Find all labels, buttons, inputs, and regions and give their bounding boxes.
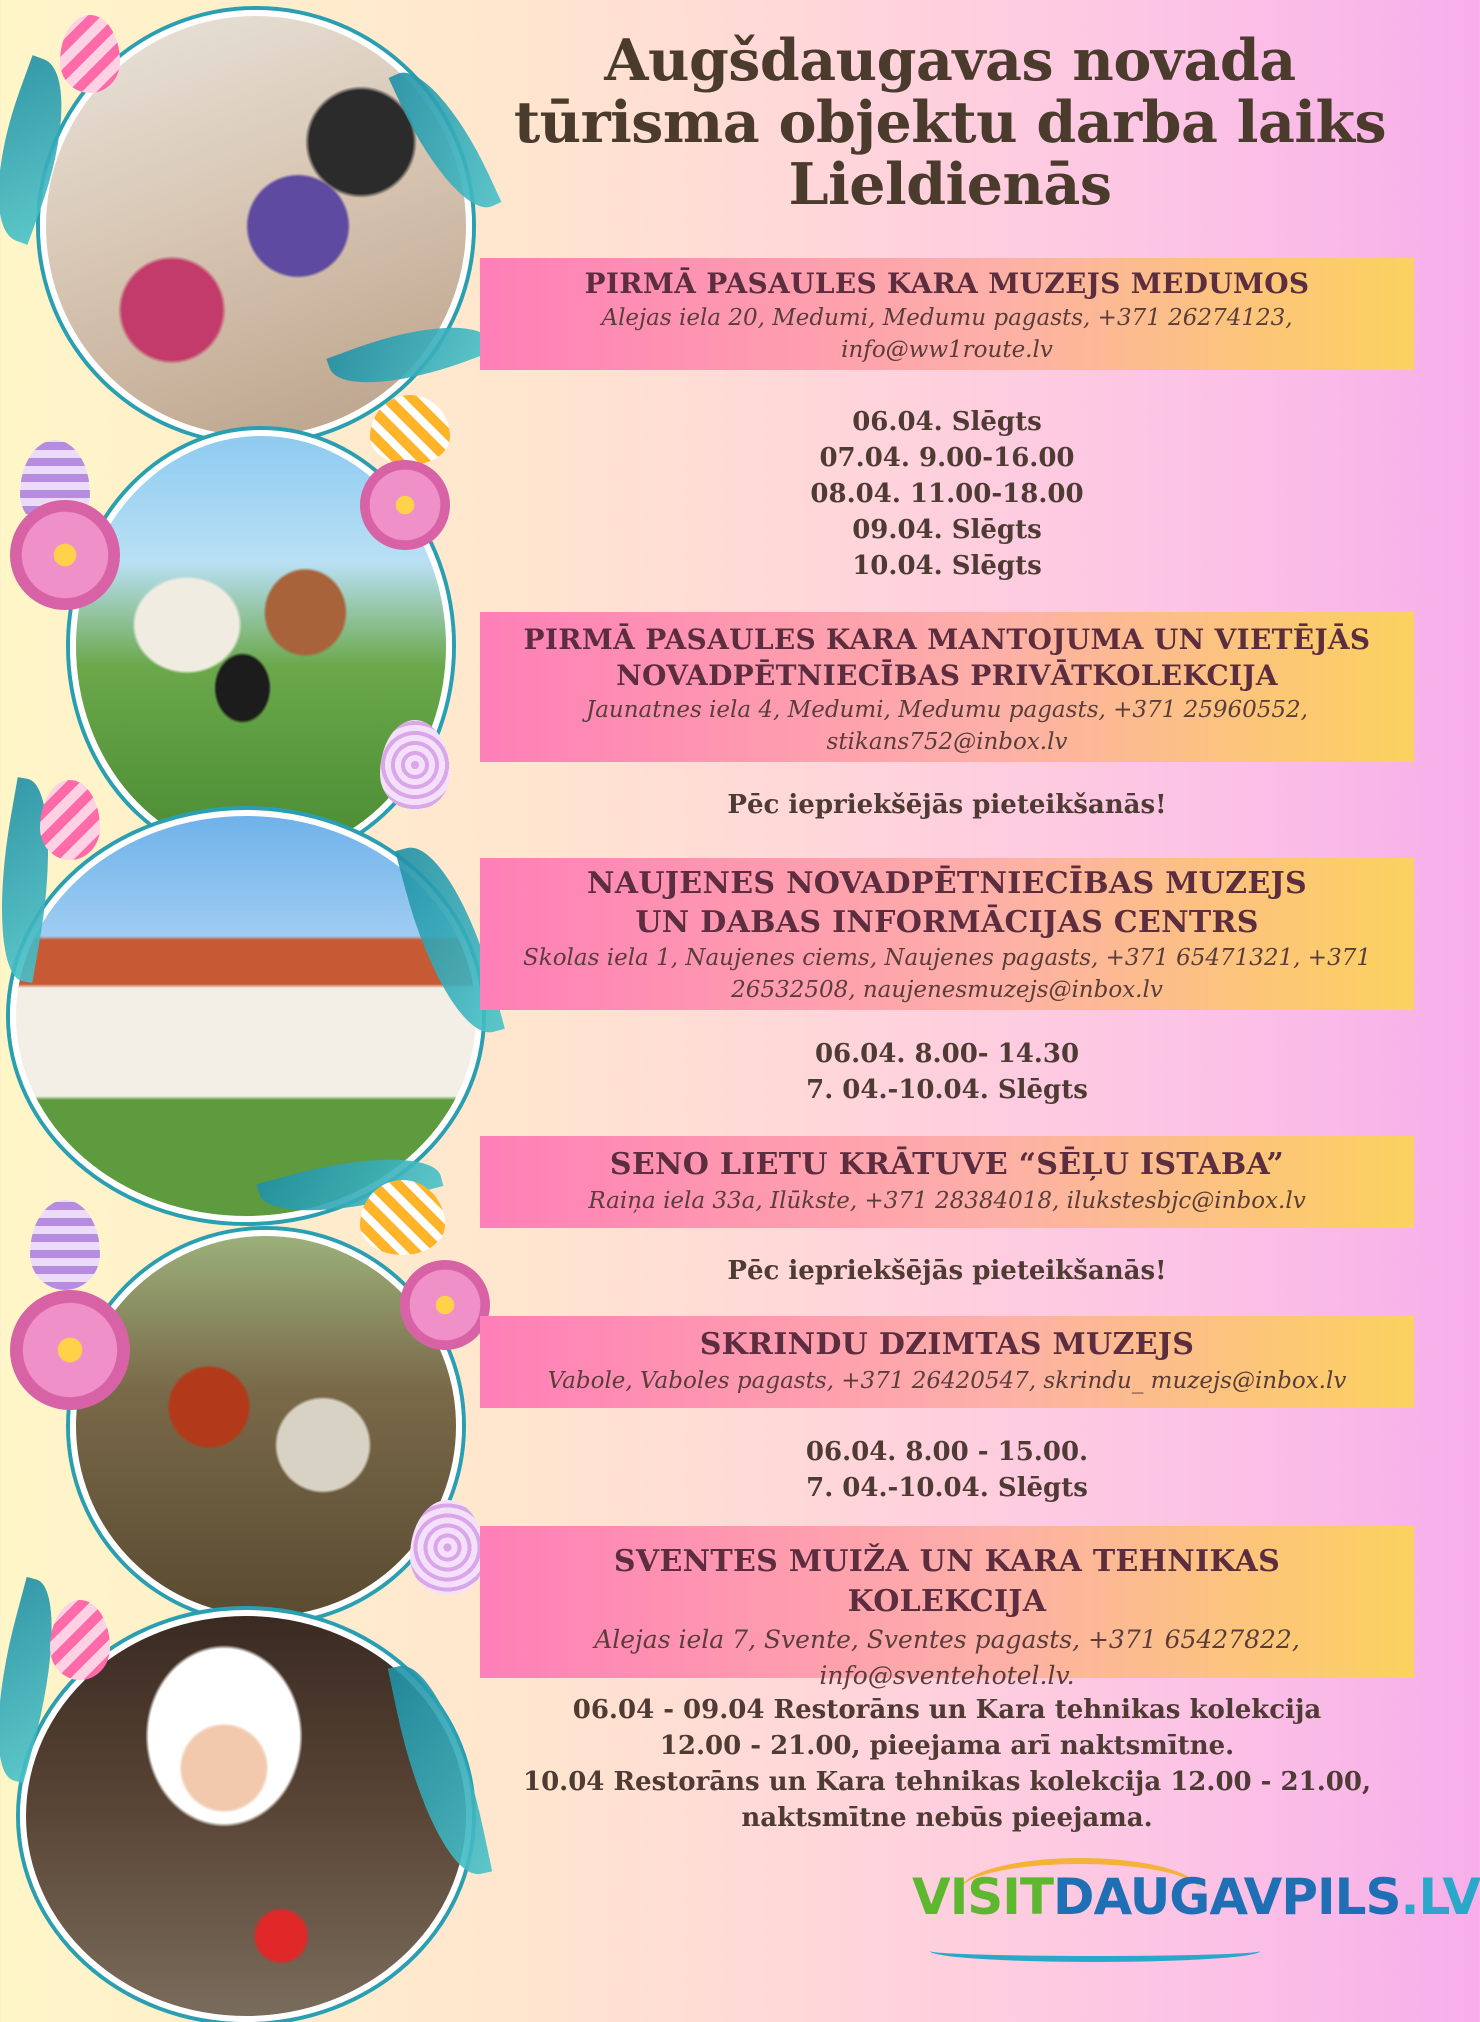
easter-egg-decoration [360,1180,445,1255]
object-address: Jaunatnes iela 4, Medumi, Medumu pagasts, +371 25960552, [586,697,1308,723]
opening-hours [480,1434,1414,1506]
object-name: PIRMĀ PASAULES KARA MUZEJS MEDUMOS [584,267,1310,300]
title-line: tūrisma objektu darba laiks [513,89,1387,156]
logo-text-lv: .LV [1400,1868,1480,1926]
object-name: SVENTES MUIŽA UN KARA TEHNIKAS KOLEKCIJA [613,1544,1281,1619]
object-name: SKRINDU DZIMTAS MUZEJS [699,1327,1195,1362]
object-header-ww1-museum-medumi [480,258,1414,370]
hours-line: 10.04 Restorāns un Kara tehnikas kolekcija 12.00 - 21.00, [522,1767,1371,1797]
object-address: 26532508, naujenesmuzejs@inbox.lv [731,977,1163,1003]
easter-egg-decoration [50,1600,110,1680]
object-header-ww1-heritage-collection [480,612,1414,762]
flower-decoration [400,1260,490,1350]
opening-hours [480,404,1414,584]
object-address: Alejas iela 7, Svente, Sventes pagasts, +371 65427822, [594,1625,1300,1654]
object-address: info@sventehotel.lv. [819,1661,1075,1690]
hours-line: 06.04. 8.00- 14.30 [814,1039,1080,1069]
object-name: NOVADPĒTNIECĪBAS PRIVĀTKOLEKCIJA [616,659,1278,692]
hours-line: 07.04. 9.00-16.00 [819,443,1075,473]
logo-wave [930,1940,1260,1962]
hours-line: Pēc iepriekšējās pieteikšanās! [727,790,1167,820]
object-name: SENO LIETU KRĀTUVE “SĒĻU ISTABA” [609,1147,1285,1182]
opening-hours [480,1036,1414,1108]
title-line: Augšdaugavas novada [604,27,1296,94]
hours-line: 7. 04.-10.04. Slēgts [806,1473,1088,1503]
visitdaugavpils-logo [912,1868,1480,1926]
easter-egg-decoration [30,1200,100,1290]
hours-line: 10.04. Slēgts [852,551,1042,581]
hours-line: 7. 04.-10.04. Slēgts [806,1075,1088,1105]
object-header-skrindu-museum [480,1316,1414,1408]
easter-egg-decoration [40,780,100,860]
hours-line: 06.04. 8.00 - 15.00. [805,1437,1089,1467]
flower-decoration [10,500,120,610]
flower-decoration [360,460,450,550]
opening-hours [480,787,1414,823]
hours-line: 09.04. Slēgts [852,515,1042,545]
object-header-naujene-museum [480,858,1414,1010]
hours-line: 06.04. Slēgts [852,407,1042,437]
object-address: stikans752@inbox.lv [826,729,1068,755]
photo-column [0,0,540,2000]
object-name: NAUJENES NOVADPĒTNIECĪBAS MUZEJS [587,866,1307,901]
logo-text-visit: VISIT [912,1868,1054,1926]
hours-line: Pēc iepriekšējās pieteikšanās! [727,1256,1167,1286]
object-address: Vabole, Vaboles pagasts, +371 26420547, skrindu_ muzejs@inbox.lv [547,1368,1347,1394]
hours-line: 06.04 - 09.04 Restorāns un Kara tehnikas kolekcija [572,1695,1322,1725]
opening-hours [480,1692,1414,1836]
page-title [510,27,1390,218]
object-address: info@ww1route.lv [841,337,1053,363]
opening-hours [480,1253,1414,1289]
object-header-svente-manor [480,1526,1414,1690]
object-header-selu-istaba [480,1136,1414,1228]
object-address: Raiņa iela 33a, Ilūkste, +371 28384018, ilukstesbjc@inbox.lv [588,1188,1306,1214]
title-line: Lieldienās [788,151,1112,218]
flower-decoration [10,1290,130,1410]
easter-egg-decoration [370,395,450,465]
object-name: UN DABAS INFORMĀCIJAS CENTRS [635,905,1259,940]
object-name: PIRMĀ PASAULES KARA MANTOJUMA UN VIETĒJĀS [523,623,1371,656]
easter-egg-decoration [410,1500,485,1595]
hours-line: 12.00 - 21.00, pieejama arī naktsmītne. [659,1731,1235,1761]
easter-egg-decoration [60,15,120,93]
hours-line: naktsmītne nebūs pieejama. [741,1803,1153,1833]
easter-egg-decoration [380,720,450,810]
logo-text-daugavpils: DAUGAVPILS [1053,1868,1401,1926]
hours-line: 08.04. 11.00-18.00 [810,479,1084,509]
object-address: Alejas iela 20, Medumi, Medumu pagasts, +371 26274123, [601,305,1293,331]
object-address: Skolas iela 1, Naujenes ciems, Naujenes pagasts, +371 65471321, +371 [523,945,1371,971]
